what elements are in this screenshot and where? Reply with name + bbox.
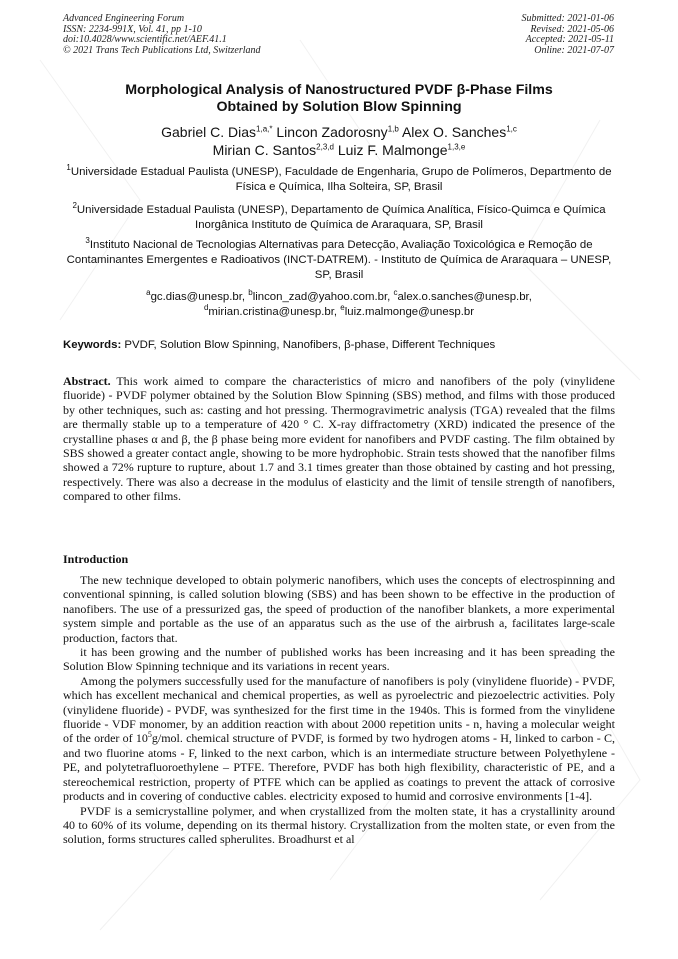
email-marker: d (203, 302, 209, 312)
submitted-date: Submitted: 2021-01-06 (521, 13, 614, 24)
keywords-label: Keywords: (63, 339, 122, 351)
affiliation-1 (63, 165, 615, 195)
exponent: 5 (147, 730, 152, 740)
author-name: Mirian C. Santos (212, 142, 317, 158)
abstract-text: This work aimed to compare the characteristics of micro and nanofibers of the poly (vinylidene fluoride) - PVDF polymer obtained by the Solution Blow Spinning (SBS) method, and films with those produced by other techniques, such as: casting and hot pressing. Thermogravimetric analysis (TGA) revealed that the films are thermally stable up to a temperature of 420 ° C. X-ray diffractometry (XRD) indicated the presence of the crystalline phases α and β, the β phase being more evident for nanofibers and PVDF casting. The film obtained by SBS showed a greater contact angle, showing to be more hydrophobic. Strain tests showed that the nanofiber films showed a 72% rupture to rupture, about 1.7 and 3.1 times greater than those obtained by casting and hot pressing, respectively. There was also a decrease in the modulus of elasticity and the limit of tensile strength of nanofibers, compared to other films. (63, 374, 615, 504)
author-emails (63, 290, 615, 319)
online-date: Online: 2021-07-07 (534, 44, 614, 56)
author-affiliation-marker: 2,3,d (316, 142, 334, 152)
affiliation-text: Universidade Estadual Paulista (UNESP), Faculdade de Engenharia, Grupo de Polímeros, Departmento de Física e Química, Ilha Solteira, SP, Brasil (70, 166, 612, 193)
email-address: lincon_zad@yahoo.com.br, (252, 291, 394, 303)
paragraph (63, 674, 615, 804)
journal-info (63, 14, 261, 56)
author-name: Gabriel C. Dias (161, 124, 257, 140)
paragraph: The new technique developed to obtain polymeric nanofibers, which uses the concepts of electrospinning and conventional spinning, is called solution blowing (SBS) and has been shown to be effective in the production of nanofibers. The use of a pressurized gas, the speed of production of the nanofiber blankets, a more experimental system simple and portable as the use of an apparatus such as the use of the airbrush a, facilitates large-scale production, factors that. (63, 573, 615, 645)
revised-date: Revised: 2021-05-06 (530, 23, 614, 35)
author-name: Alex O. Sanches (401, 124, 507, 140)
title-line-1: Morphological Analysis of Nanostructured PVDF β-Phase Films (125, 82, 553, 98)
email-address: luiz.malmonge@unesp.br (344, 305, 475, 318)
email-marker: b (248, 288, 253, 298)
email-marker: a (146, 288, 151, 298)
title-line-2: Obtained by Solution Blow Spinning (216, 99, 462, 115)
affiliation-marker: 1 (66, 163, 71, 173)
email-address: alex.o.sanches@unesp.br, (397, 291, 532, 303)
abstract-label: Abstract. (63, 374, 111, 388)
affiliation-marker: 3 (85, 236, 90, 246)
journal-doi: doi:10.4028/www.scientific.net/AEF.41.1 (63, 34, 227, 46)
author-list (63, 123, 615, 159)
affiliation-3 (63, 238, 615, 282)
affiliation-text: Instituto Nacional de Tecnologias Alternativas para Detecção, Avaliação Toxicológica e Remoção de Contaminantes Emergentes e Radioativos (INCT-DATREM). - Instituto de Química de Araraquara – UNESP, SP, Brasil (66, 239, 612, 281)
author-affiliation-marker: 1,c (506, 124, 517, 134)
email-marker: e (340, 302, 345, 312)
author-affiliation-marker: 1,b (387, 124, 399, 134)
abstract (63, 374, 615, 504)
journal-name: Advanced Engineering Forum (63, 13, 185, 24)
introduction-body (63, 573, 615, 847)
author-affiliation-marker: 1,a,* (256, 124, 273, 134)
accepted-date: Accepted: 2021-05-11 (525, 34, 614, 46)
paragraph: it has been growing and the number of published works has been increasing and it has been spreading the Solution Blow Spinning technique and its variations in recent years. (63, 645, 615, 674)
paper-title (63, 82, 615, 116)
section-heading-introduction: Introduction (63, 552, 129, 566)
paragraph-text: Among the polymers successfully used for the manufacture of nanofibers is poly (vinylidene fluoride) - PVDF, which has excellent mechanical and chemical properties, as well as pyroelectric and piezoelectric activities. Poly (vinylidene fluoride) - PVDF, was synthesized for the first time in the 1940s. This is formed from the vinylidene fluoride - VDF monomer, by an addition reaction with about 2000 repetition units - n, having a molecular weight of the order of 10 (63, 673, 615, 746)
author-name: Luiz F. Malmonge (337, 142, 448, 158)
keywords-text: PVDF, Solution Blow Spinning, Nanofibers, β-phase, Different Techniques (121, 339, 496, 351)
affiliation-marker: 2 (72, 201, 77, 211)
journal-copyright: © 2021 Trans Tech Publications Ltd, Switzerland (63, 44, 261, 56)
email-marker: c (393, 288, 398, 298)
email-address: mirian.cristina@unesp.br, (208, 305, 341, 318)
journal-issn: ISSN: 2234-991X, Vol. 41, pp 1-10 (63, 23, 202, 35)
submission-dates (522, 14, 615, 56)
paragraph: PVDF is a semicrystalline polymer, and when crystallized from the molten state, it has a crystallinity around 40 to 60% of its volume, depending on its thermal history. Crystallization from the molten state, or even from the solution, forms structures called spherulites. Broadhurst et al (63, 803, 615, 847)
author-affiliation-marker: 1,3,e (447, 142, 466, 152)
author-name: Lincon Zadorosny (276, 124, 388, 140)
email-address: gc.dias@unesp.br, (150, 291, 249, 303)
affiliation-2 (63, 203, 615, 233)
paragraph-text: g/mol. chemical structure of PVDF, is formed by two hydrogen atoms - H, linked to carbon - C, and two fluorine atoms - F, linked to the next carbon, which is an intermediate structure between Polyethylene - PE, and polytetrafluoroethylene – PTFE. Therefore, PVDF has both high flexibility, characteristic of PE, and a stereochemical restriction, property of PTFE which can be applied as coatings to prevent the attack of corrosive products and in covering of conductive cables. electricity exposed to humid and corrosive environments [1-4]. (63, 731, 615, 804)
keywords (63, 338, 615, 352)
affiliation-text: Universidade Estadual Paulista (UNESP), Departamento de Química Analítica, Físico-Quimca e Química Inorgânica Instituto de Química de Araraquara, SP, Brasil (76, 204, 606, 231)
